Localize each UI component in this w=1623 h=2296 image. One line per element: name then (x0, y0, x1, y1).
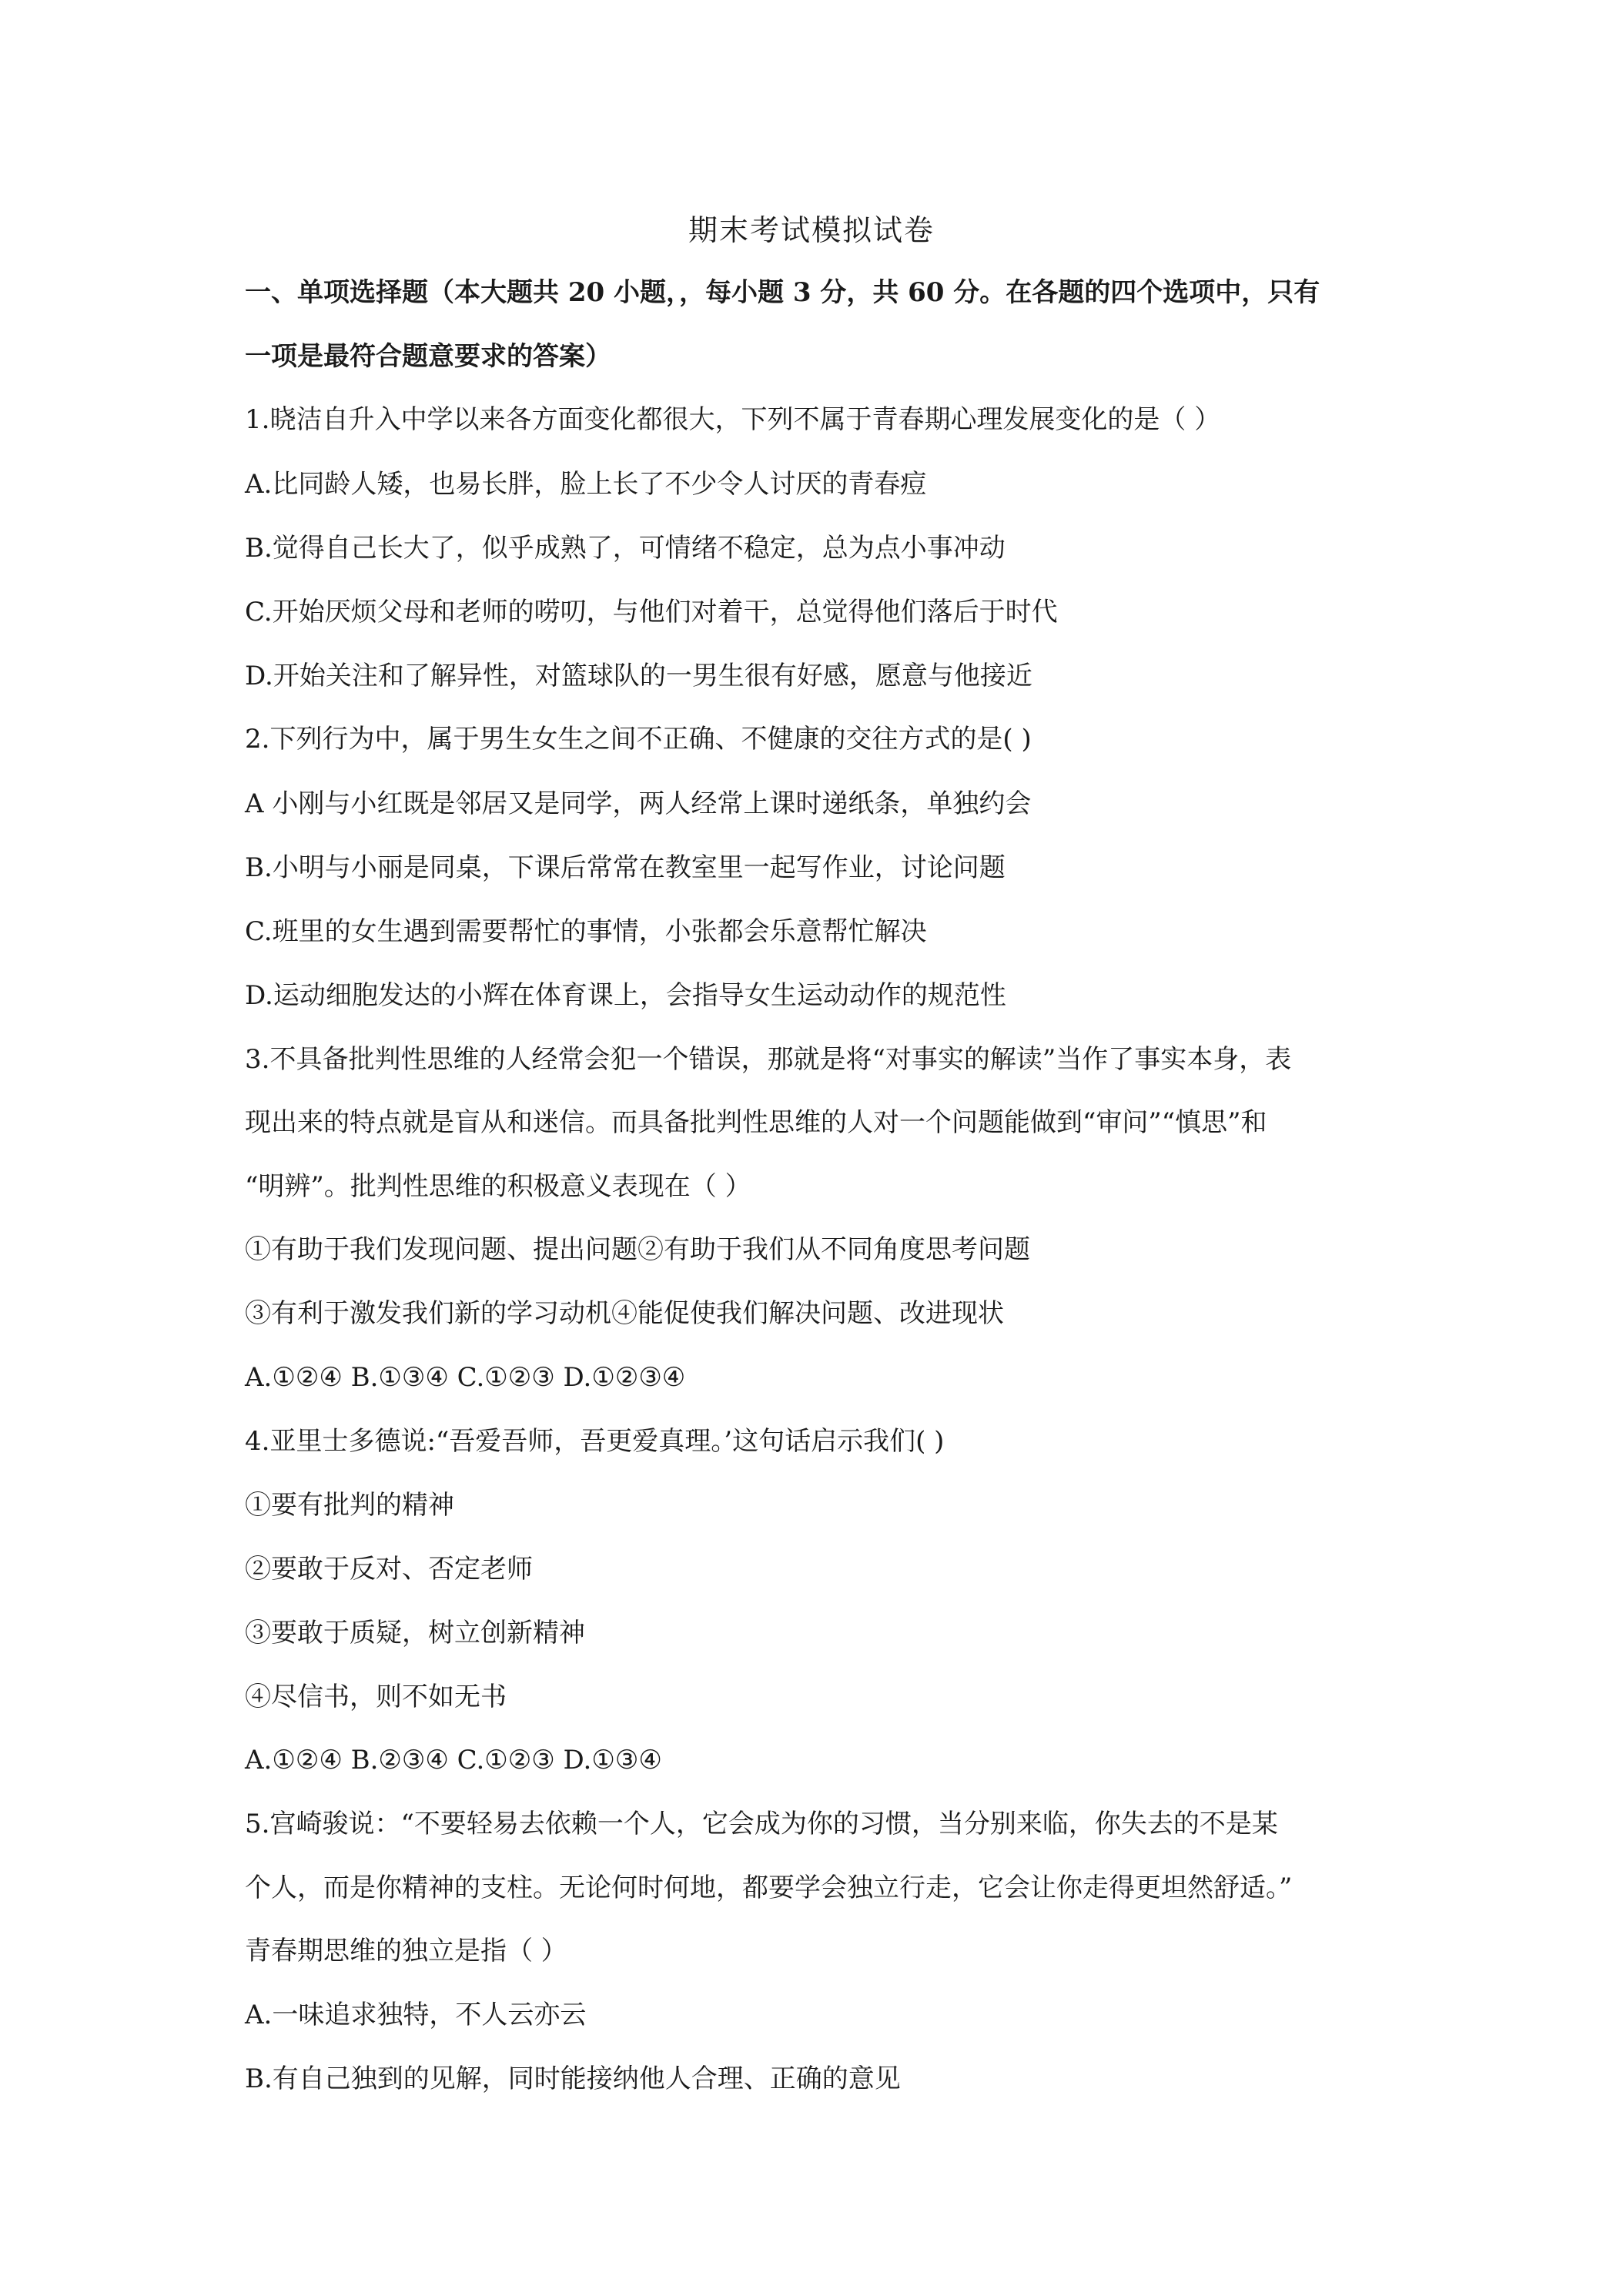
question-5-option-b: B.有自己独到的见解，同时能接纳他人合理、正确的意见 (245, 2063, 901, 2094)
question-4-statement-2: ②要敢于反对、否定老师 (245, 1554, 533, 1585)
question-5-option-a: A.一味追求独特，不人云亦云 (245, 2000, 587, 2030)
question-2-option-d: D.运动细胞发达的小辉在体育课上，会指导女生运动动作的规范性 (245, 980, 1006, 1011)
question-5-stem-line-3: 青春期思维的独立是指（ ） (245, 1936, 567, 1966)
question-5-stem-line-1: 5.宫崎骏说：“不要轻易去依赖一个人，它会成为你的习惯，当分别来临，你失去的不是某 (245, 1809, 1278, 1839)
question-1-option-d: D.开始关注和了解异性，对篮球队的一男生很有好感，愿意与他接近 (245, 661, 1032, 691)
question-2-option-b: B.小明与小丽是同桌，下课后常常在教室里一起写作业，讨论问题 (245, 852, 1006, 883)
question-3-stem-line-1: 3.不具备批判性思维的人经常会犯一个错误，那就是将“对事实的解读”当作了事实本身，表 (245, 1044, 1292, 1075)
question-1-stem: 1.晓洁自升入中学以来各方面变化都很大，下列不属于青春期心理发展变化的是（ ） (245, 404, 1221, 435)
question-1-option-a: A.比同龄人矮，也易长胖，脸上长了不少令人讨厌的青春痘 (245, 469, 927, 500)
section-heading-line-2: 一项是最符合题意要求的答案） (245, 341, 611, 372)
question-3-stem-line-3: “明辨”。批判性思维的积极意义表现在（ ） (245, 1171, 751, 1202)
page-title: 期末考试模拟试卷 (688, 213, 935, 247)
question-3-stem-line-2: 现出来的特点就是盲从和迷信。而具备批判性思维的人对一个问题能做到“审问”“慎思”和 (245, 1107, 1267, 1138)
question-4-options: A.①②④ B.②③④ C.①②③ D.①③④ (245, 1745, 662, 1776)
question-2-option-c: C.班里的女生遇到需要帮忙的事情，小张都会乐意帮忙解决 (245, 916, 927, 947)
question-3-statements-1-2: ①有助于我们发现问题、提出问题②有助于我们从不同角度思考问题 (245, 1234, 1030, 1265)
section-heading-line-1: 一、单项选择题（本大题共 20 小题，，每小题 3 分，共 60 分。在各题的四个选项中，只有 (245, 277, 1320, 308)
question-2-option-a: A 小刚与小红既是邻居又是同学，两人经常上课时递纸条，单独约会 (245, 788, 1032, 819)
question-4-stem: 4.亚里士多德说:“吾爱吾师，吾更爱真理。’这句话启示我们( ) (245, 1426, 945, 1457)
question-5-stem-line-2: 个人，而是你精神的支柱。无论何时何地，都要学会独立行走，它会让你走得更坦然舒适。” (245, 1873, 1293, 1903)
question-3-options: A.①②④ B.①③④ C.①②③ D.①②③④ (245, 1362, 686, 1393)
question-1-option-b: B.觉得自己长大了，似乎成熟了，可情绪不稳定，总为点小事冲动 (245, 533, 1006, 564)
question-4-statement-3: ③要敢于质疑，树立创新精神 (245, 1618, 585, 1648)
question-2-stem: 2.下列行为中，属于男生女生之间不正确、不健康的交往方式的是( ) (245, 724, 1032, 755)
question-3-statements-3-4: ③有利于激发我们新的学习动机④能促使我们解决问题、改进现状 (245, 1298, 1004, 1329)
question-1-option-c: C.开始厌烦父母和老师的唠叨，与他们对着干，总觉得他们落后于时代 (245, 597, 1058, 628)
question-4-statement-1: ①要有批判的精神 (245, 1490, 454, 1521)
question-4-statement-4: ④尽信书，则不如无书 (245, 1682, 507, 1712)
